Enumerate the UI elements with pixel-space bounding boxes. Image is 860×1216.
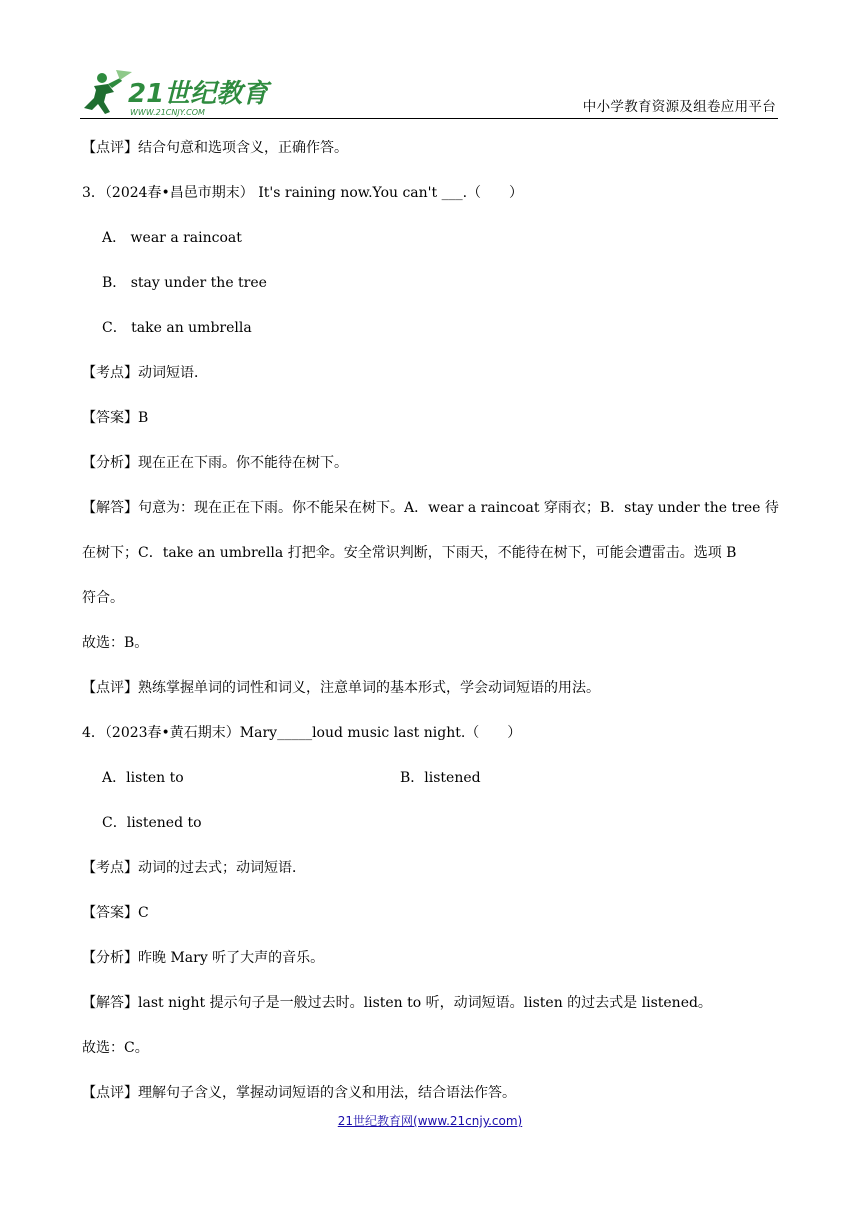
platform-name: 中小学教育资源及组卷应用平台 (582, 99, 776, 115)
footer-link[interactable]: 21世纪教育网(www.21cnjy.com) (337, 1114, 523, 1128)
document-body (82, 126, 782, 1116)
question-3-option-a: A． wear a raincoat (102, 230, 242, 246)
question-4-option-b: B．listened (400, 770, 481, 786)
comment-line: 【点评】结合句意和选项含义，正确作答。 (82, 140, 348, 156)
question-3-solution-2: 在树下；C．take an umbrella 打把伞。安全常识判断，下雨天，不能待在树下，可能会遭雷击。选项 B (82, 545, 737, 561)
question-4-kaodian: 【考点】动词的过去式；动词短语． (82, 860, 306, 876)
question-3-solution-1: 【解答】句意为：现在正在下雨。你不能呆在树下。A．wear a raincoat 穿雨衣；B．stay under the tree 待 (82, 500, 779, 516)
question-3-stem: 3．（2024春•昌邑市期末） It's raining now.You can't ___.（ ） (82, 185, 524, 201)
question-3-option-b: B． stay under the tree (102, 275, 267, 291)
question-4-stem: 4．（2023春•黄石期末）Mary_____loud music last night.（ ） (82, 725, 522, 741)
question-4-analysis: 【分析】昨晚 Mary 听了大声的音乐。 (82, 950, 325, 966)
question-3-analysis: 【分析】现在正在下雨。你不能待在树下。 (82, 455, 348, 471)
question-3-comment: 【点评】熟练掌握单词的词性和词义，注意单词的基本形式，学会动词短语的用法。 (82, 680, 600, 696)
question-3-choice: 故选：B。 (82, 635, 149, 651)
logo-text: 21世纪教育 (128, 79, 269, 109)
question-4-comment: 【点评】理解句子含义，掌握动词短语的含义和用法，结合语法作答。 (82, 1085, 516, 1101)
logo (80, 66, 269, 118)
question-4-option-a: A．listen to (102, 770, 184, 786)
question-4-options-row (82, 756, 782, 801)
question-4-option-c: C．listened to (102, 815, 202, 831)
question-3-solution-3: 符合。 (82, 590, 124, 606)
question-4-answer: 【答案】C (82, 905, 149, 921)
question-3-option-c: C． take an umbrella (102, 320, 252, 336)
question-3-answer: 【答案】B (82, 410, 149, 426)
logo-url: WWW.21CNJY.COM (130, 108, 205, 117)
page-header (80, 66, 778, 119)
question-3-kaodian: 【考点】动词短语． (82, 365, 208, 381)
question-4-choice: 故选：C。 (82, 1040, 149, 1056)
runner-icon (84, 70, 132, 114)
question-4-solution: 【解答】last night 提示句子是一般过去时。listen to 听，动词短语。listen 的过去式是 listened。 (82, 995, 712, 1011)
